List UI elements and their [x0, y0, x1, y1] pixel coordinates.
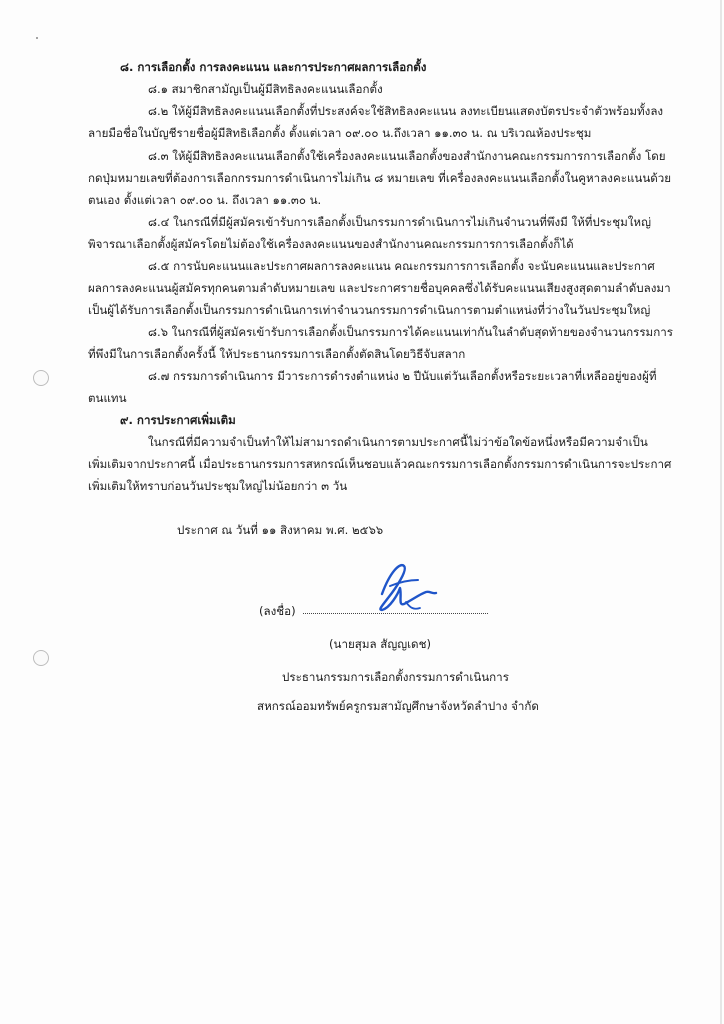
organization-name: สหกรณ์ออมทรัพย์ครูกรมสามัญศึกษาจังหวัดลำปาง จำกัด [257, 699, 539, 713]
signature-label: (ลงชื่อ) [259, 604, 296, 618]
clause-8-3-line-1: ๘.๓ ให้ผู้มีสิทธิลงคะแนนเลือกตั้งใช้เครื่องลงคะแนนเลือกตั้งของสำนักงานคณะกรรมการการเลือกตั้ง โดย [148, 149, 666, 163]
scan-speck [36, 37, 38, 39]
clause-8-3-line-3: ตนเอง ตั้งแต่เวลา ๐๙.๐๐ น. ถึงเวลา ๑๑.๓๐ น. [88, 193, 322, 207]
announcement-date: ประกาศ ณ วันที่ ๑๑ สิงหาคม พ.ศ. ๒๕๖๖ [177, 523, 384, 537]
clause-8-4-line-2: พิจารณาเลือกตั้งผู้สมัครโดยไม่ต้องใช้เครื่องลงคะแนนของสำนักงานคณะกรรมการการเลือกตั้งก็ได้ [88, 237, 574, 251]
clause-9-line-1: ในกรณีที่มีความจำเป็นทำให้ไม่สามารถดำเนินการตามประกาศนี้ไม่ว่าข้อใดข้อหนึ่งหรือมีความจำเป็น [148, 435, 648, 449]
clause-8-5-line-1: ๘.๕ การนับคะแนนและประกาศผลการลงคะแนน คณะกรรมการการเลือกตั้ง จะนับคะแนนและประกาศ [148, 259, 655, 273]
signature-line [259, 592, 489, 632]
clause-8-6-line-1: ๘.๖ ในกรณีที่ผู้สมัครเข้ารับการเลือกตั้งเป็นกรรมการได้คะแนนเท่ากันในลำดับสุดท้ายของจำนวนกรรมการ [148, 325, 673, 339]
clause-8-7-line-1: ๘.๗ กรรมการดำเนินการ มีวาระการดำรงตำแหน่ง ๒ ปีนับแต่วันเลือกตั้งหรือระยะเวลาที่เหลืออยู่ของผู้ที่ [148, 369, 657, 383]
clause-8-5-line-3: เป็นผู้ได้รับการเลือกตั้งเป็นกรรมการดำเนินการเท่าจำนวนกรรมการดำเนินการตามตำแหน่งที่ว่างในวันประชุมใหญ่ [88, 303, 651, 317]
signatory-name: (นายสุมล สัญญเดช) [329, 637, 431, 651]
signature-dotted-line [303, 613, 488, 614]
clause-8-1: ๘.๑ สมาชิกสามัญเป็นผู้มีสิทธิลงคะแนนเลือกตั้ง [148, 82, 383, 96]
clause-9-line-2: เพิ่มเติมจากประกาศนี้ เมื่อประธานกรรมการสหกรณ์เห็นชอบแล้วคณะกรรมการเลือกตั้งกรรมการดำเนินการจะประกาศ [88, 457, 672, 471]
section-8-heading: ๘. การเลือกตั้ง การลงคะแนน และการประกาศผลการเลือกตั้ง [120, 60, 427, 74]
clause-9-line-3: เพิ่มเติมให้ทราบก่อนวันประชุมใหญ่ไม่น้อยกว่า ๓ วัน [88, 479, 348, 493]
clause-8-3-line-2: กดปุ่มหมายเลขที่ต้องการเลือกกรรมการดำเนินการไม่เกิน ๘ หมายเลข ที่เครื่องลงคะแนนเลือกตั้งในคูหาลงคะแนนด้วย [88, 171, 672, 185]
clause-8-4-line-1: ๘.๔ ในกรณีที่มีผู้สมัครเข้ารับการเลือกตั้งเป็นกรรมการดำเนินการไม่เกินจำนวนที่พึงมี ให้ที่ประชุมใหญ่ [148, 215, 651, 229]
page-edge [720, 0, 722, 1024]
clause-8-7-line-2: ตนแทน [88, 391, 127, 405]
signatory-title: ประธานกรรมการเลือกตั้งกรรมการดำเนินการ [282, 670, 509, 684]
clause-8-2-line-2: ลายมือชื่อในบัญชีรายชื่อผู้มีสิทธิเลือกตั้ง ตั้งแต่เวลา ๐๙.๐๐ น.ถึงเวลา ๑๑.๓๐ น. ณ บริเวณห้องประชุม [88, 126, 592, 140]
section-9-heading: ๙. การประกาศเพิ่มเติม [120, 413, 236, 427]
punch-hole-upper [33, 370, 49, 386]
clause-8-5-line-2: ผลการลงคะแนนผู้สมัครทุกคนตามลำดับหมายเลข และประกาศรายชื่อบุคคลซึ่งได้รับคะแนนเสียงสูงสุดตามลำดับลงมา [88, 281, 671, 295]
punch-hole-lower [33, 650, 49, 666]
clause-8-2-line-1: ๘.๒ ให้ผู้มีสิทธิลงคะแนนเลือกตั้งที่ประสงค์จะใช้สิทธิลงคะแนน ลงทะเบียนแสดงบัตรประจำตัวพร้อมทั้งลง [148, 104, 664, 118]
clause-8-6-line-2: ที่พึงมีในการเลือกตั้งครั้งนี้ ให้ประธานกรรมการเลือกตั้งตัดสินโดยวิธีจับสลาก [88, 347, 466, 361]
